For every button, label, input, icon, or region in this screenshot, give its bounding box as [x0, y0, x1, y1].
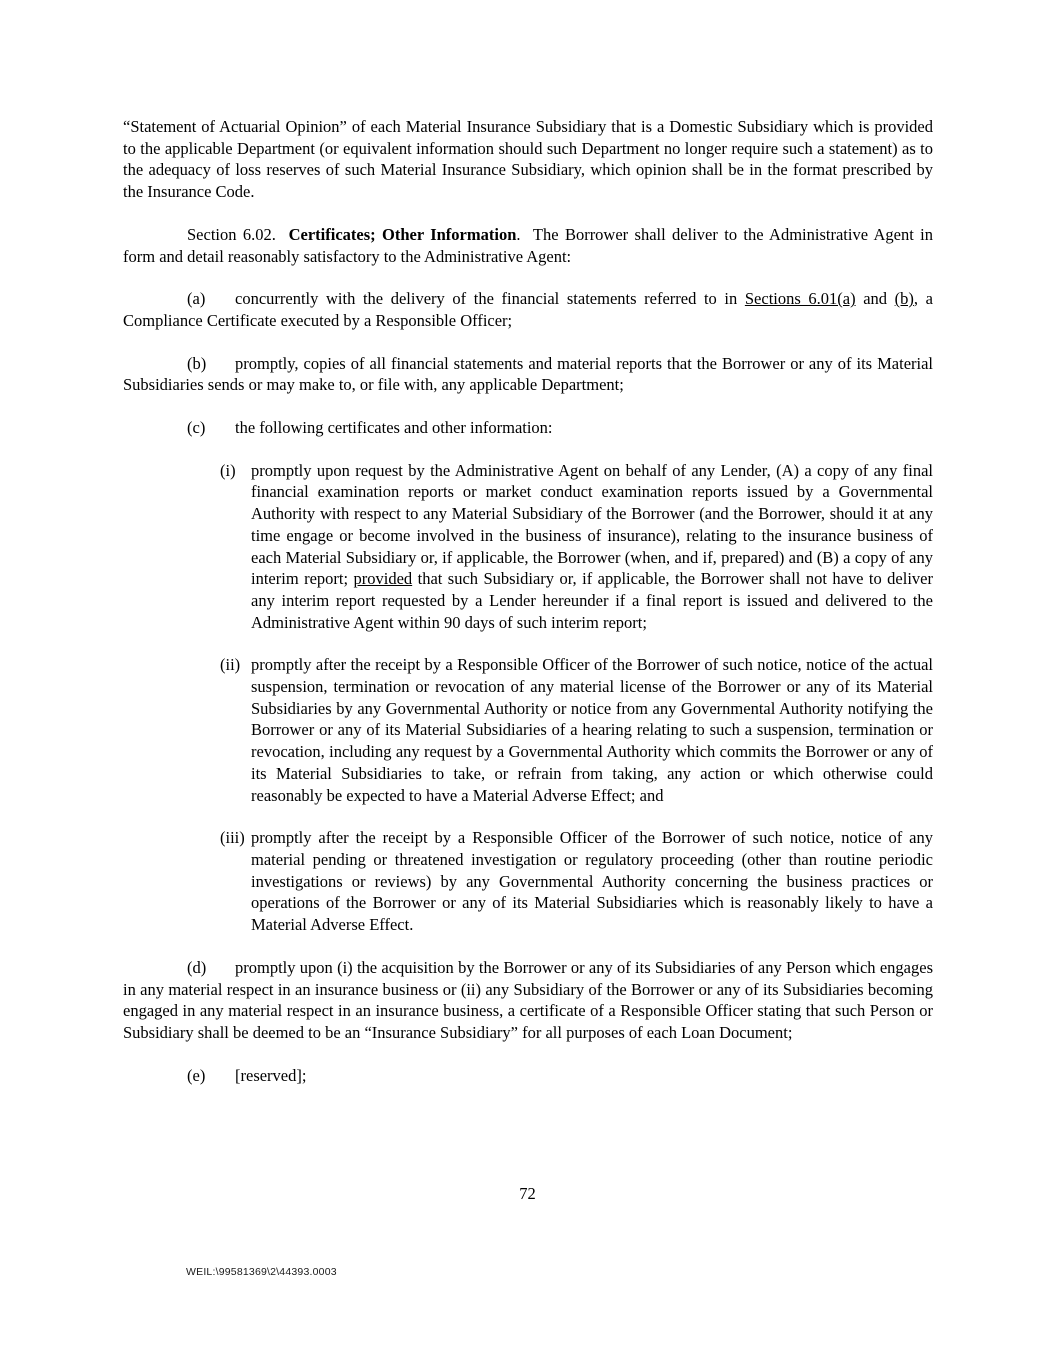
footer-document-id: WEIL:\99581369\2\44393.0003	[186, 1266, 337, 1278]
provided-underlined-term: provided	[353, 569, 413, 589]
item-c-ii-text: promptly after the receipt by a Responsible Officer of the Borrower of such notice, notice of the actual suspension, termination or revocation of any material license of the Borrower or any of its Material Subsidiaries by any Governmental Authority or notice from any Governmental Authority notifying the Borrower or any of its Material Subsidiaries of a hearing relating to such a suspension, termination or revocation, including any request by a Governmental Authority which commits the Borrower or any of its Material Subsidiaries to take, or refrain from taking, any action or which otherwise could reasonably be expected to have a Material Adverse Effect; and	[251, 655, 933, 805]
item-c-iii	[123, 827, 933, 936]
item-a	[123, 288, 933, 331]
item-c-iii-label: (iii)	[220, 828, 245, 848]
item-b	[123, 353, 933, 396]
section-intro-text: . The Borrower shall deliver to the Administrative Agent in form and detail reasonably satisfactory to the Administrative Agent:	[123, 224, 933, 266]
page-content	[123, 116, 933, 1107]
item-c-i-text-1: promptly upon request by the Administrative Agent on behalf of any Lender, (A) a copy of any final financial examination reports or market conduct examination reports issued by a Governmental Authority with respect to any Material Subsidiary of the Borrower (and the Borrower, should it at any time engage or become involved in the business of insurance), relating to the insurance business of each Material Subsidiary or, if applicable, the Borrower (when, and if, prepared) and (B) a copy of any interim report;	[251, 460, 933, 589]
item-a-text-1: concurrently with the delivery of the financial statements referred to in	[235, 289, 745, 309]
item-d-text: promptly upon (i) the acquisition by the Borrower or any of its Subsidiaries of any Person which engages in any material respect in an insurance business or (ii) any Subsidiary of the Borrower or any of its Subsidiaries becoming engaged in any material respect in an insurance business, a certificate of a Responsible Officer stating that such Person or Subsidiary shall be deemed to be an “Insurance Subsidiary” for all purposes of each Loan Document;	[123, 957, 933, 1042]
item-a-text-3: , a Compliance Certificate executed by a Responsible Officer;	[123, 289, 933, 330]
paragraph-actuarial-opinion: “Statement of Actuarial Opinion” of each Material Insurance Subsidiary that is a Domestic Subsidiary which is provided to the applicable Department (or equivalent information should such Department no longer require such a statement) as to the adequacy of loss reserves of such Material Insurance Subsidiary, which opinion shall be in the format prescribed by the Insurance Code.	[123, 117, 933, 202]
item-e-label: (e)	[187, 1065, 206, 1085]
page-number: 72	[519, 1184, 536, 1203]
item-c-iii-text: promptly after the receipt by a Responsible Officer of the Borrower of such notice, notice of any material pending or threatened investigation or regulatory proceeding (other than routine periodic investigations or reviews) by any Governmental Authority concerning the business practices or operations of the Borrower or any of its Material Subsidiaries which is reasonably likely to have a Material Adverse Effect.	[251, 828, 933, 935]
section-number: Section 6.02.	[187, 224, 289, 244]
item-d	[123, 957, 933, 1044]
item-c-ii	[123, 654, 933, 806]
cross-reference-6-01-b: (b)	[894, 289, 914, 309]
section-heading: Certificates; Other Information	[288, 224, 517, 244]
item-a-text-2: and	[855, 289, 895, 309]
item-e	[123, 1065, 933, 1087]
cross-reference-sections-6-01-a: Sections 6.01(a)	[744, 289, 856, 309]
item-c-text: the following certificates and other information:	[235, 418, 553, 438]
item-a-label: (a)	[187, 289, 206, 309]
item-c-i-text-2: that such Subsidiary or, if applicable, the Borrower shall not have to deliver any interim report requested by a Lender hereunder if a final report is issued and delivered to the Administrative Agent within 90 days of such interim report;	[251, 569, 933, 632]
item-b-label: (b)	[187, 353, 207, 373]
item-e-text: [reserved];	[235, 1065, 307, 1085]
item-b-text: promptly, copies of all financial statements and material reports that the Borrower or any of its Material Subsidiaries sends or may make to, or file with, any applicable Department;	[123, 353, 933, 395]
item-c-label: (c)	[187, 418, 206, 438]
item-c-i-label: (i)	[220, 460, 236, 480]
item-d-label: (d)	[187, 957, 207, 977]
section-6-02-paragraph	[123, 224, 933, 267]
item-c-ii-label: (ii)	[220, 655, 241, 675]
item-c	[123, 417, 933, 439]
item-c-i	[123, 460, 933, 634]
